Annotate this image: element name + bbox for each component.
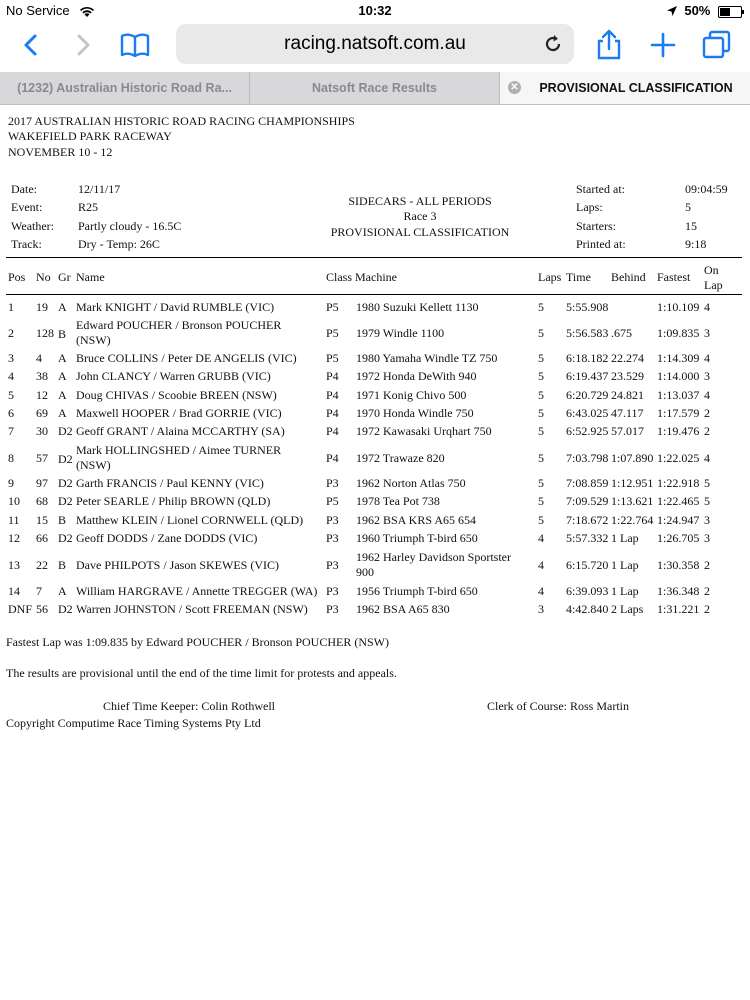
cell-no: 68	[36, 494, 48, 508]
cell-machine: 1962 BSA KRS A65 654	[356, 513, 477, 527]
back-button[interactable]	[14, 28, 48, 62]
cell-behind: 1 Lap	[611, 584, 639, 598]
cell-fastest: 1:36.348	[657, 584, 700, 598]
cell-behind: 1:22.764	[611, 513, 654, 527]
cell-cls: P4	[326, 369, 339, 383]
cell-no: 97	[36, 476, 48, 490]
cell-behind: 1:13.621	[611, 494, 654, 508]
cell-time: 6:39.093	[566, 584, 609, 598]
forward-button[interactable]	[66, 28, 100, 62]
cell-time: 7:03.798	[566, 451, 609, 465]
cell-on: 4	[704, 451, 710, 465]
cell-no: 22	[36, 558, 48, 572]
cell-on: 2	[704, 584, 710, 598]
address-bar[interactable]	[176, 24, 574, 64]
cell-name: John CLANCY / Warren GRUBB (VIC)	[76, 369, 271, 383]
battery-status	[667, 3, 742, 18]
cell-pos: 3	[8, 351, 14, 365]
championship-title: 2017 AUSTRALIAN HISTORIC ROAD RACING CHAMPIONSHIPS	[8, 114, 355, 128]
cell-fastest: 1:24.947	[657, 513, 700, 527]
carrier-label: No Service	[6, 3, 70, 18]
cell-machine: 1962 BSA A65 830	[356, 602, 450, 616]
cell-fastest: 1:09.835	[657, 326, 700, 340]
tab-label: PROVISIONAL CLASSIFICATION	[539, 81, 733, 95]
printed-label: Printed at:	[576, 237, 626, 251]
track-label: Track:	[11, 237, 42, 251]
col-gr: Gr	[58, 270, 71, 284]
cell-cls: P3	[326, 602, 339, 616]
reload-icon[interactable]	[542, 33, 564, 55]
printed-value: 9:18	[685, 237, 707, 251]
cell-fastest: 1:30.358	[657, 558, 700, 572]
started-label: Started at:	[576, 182, 625, 196]
race-category: SIDECARS - ALL PERIODS	[348, 194, 492, 208]
cell-no: 30	[36, 424, 48, 438]
cell-machine-cont: 900	[356, 565, 374, 579]
cell-laps: 5	[538, 388, 544, 402]
cell-cls: P5	[326, 300, 339, 314]
cell-on: 3	[704, 326, 710, 340]
cell-pos: 4	[8, 369, 14, 383]
cell-pos: 11	[8, 513, 20, 527]
cell-no: 69	[36, 406, 48, 420]
cell-name: Dave PHILPOTS / Jason SKEWES (VIC)	[76, 558, 279, 572]
laps-value: 5	[685, 200, 691, 214]
cell-machine: 1971 Konig Chivo 500	[356, 388, 467, 402]
cell-time: 6:18.182	[566, 351, 609, 365]
date-label: Date:	[11, 182, 37, 196]
cell-gr: A	[58, 351, 67, 365]
cell-time: 7:08.859	[566, 476, 609, 490]
divider	[6, 257, 742, 258]
cell-time: 7:09.529	[566, 494, 609, 508]
cell-machine: 1970 Honda Windle 750	[356, 406, 474, 420]
cell-cls: P4	[326, 406, 339, 420]
col-behind: Behind	[611, 270, 646, 284]
cell-fastest: 1:10.109	[657, 300, 700, 314]
cell-laps: 5	[538, 351, 544, 365]
date-value: 12/11/17	[78, 182, 121, 196]
browser-toolbar	[0, 22, 750, 70]
clock: 10:32	[358, 3, 392, 18]
cell-laps: 5	[538, 369, 544, 383]
cell-behind: 47.117	[611, 406, 644, 420]
cell-laps: 5	[538, 300, 544, 314]
cell-name: Peter SEARLE / Philip BROWN (QLD)	[76, 494, 271, 508]
share-icon[interactable]	[592, 28, 626, 62]
cell-pos: 7	[8, 424, 14, 438]
cell-name: Garth FRANCIS / Paul KENNY (VIC)	[76, 476, 264, 490]
cell-pos: 8	[8, 451, 14, 465]
cell-machine: 1972 Honda DeWith 940	[356, 369, 477, 383]
cell-behind: 1:07.890	[611, 451, 654, 465]
cell-on: 2	[704, 406, 710, 420]
classification-title: PROVISIONAL CLASSIFICATION	[330, 225, 510, 239]
col-fastest: Fastest	[657, 270, 691, 284]
cell-name: Doug CHIVAS / Scoobie BREEN (NSW)	[76, 388, 277, 402]
col-on: On	[704, 263, 719, 277]
col-laps: Laps	[538, 270, 562, 284]
cell-time: 4:42.840	[566, 602, 609, 616]
close-tab-icon[interactable]: ✕	[508, 81, 521, 94]
venue: WAKEFIELD PARK RACEWAY	[8, 129, 172, 143]
cell-fastest: 1:31.221	[657, 602, 700, 616]
url-text: racing.natsoft.com.au	[284, 33, 466, 54]
results-page	[0, 105, 750, 1000]
cell-name: Bruce COLLINS / Peter DE ANGELIS (VIC)	[76, 351, 297, 365]
cell-time: 7:18.672	[566, 513, 609, 527]
cell-laps: 4	[538, 584, 544, 598]
new-tab-icon[interactable]	[646, 28, 680, 62]
cell-laps: 5	[538, 476, 544, 490]
fastest-lap-note: Fastest Lap was 1:09.835 by Edward POUCHER / Bronson POUCHER (NSW)	[6, 635, 389, 649]
cell-machine: 1978 Tea Pot 738	[356, 494, 440, 508]
cell-behind: 23.529	[611, 369, 644, 383]
chief-time-keeper: Chief Time Keeper: Colin Rothwell	[103, 699, 275, 713]
cell-name: Warren JOHNSTON / Scott FREEMAN (NSW)	[76, 602, 308, 616]
started-value: 09:04:59	[685, 182, 728, 196]
cell-gr: A	[58, 584, 67, 598]
tabs-overview-icon[interactable]	[700, 28, 734, 62]
cell-behind: 22.274	[611, 351, 644, 365]
cell-fastest: 1:13.037	[657, 388, 700, 402]
starters-value: 15	[685, 219, 697, 233]
status-bar	[0, 0, 750, 22]
cell-machine: 1960 Triumph T-bird 650	[356, 531, 478, 545]
cell-machine: 1972 Trawaze 820	[356, 451, 445, 465]
track-value: Dry - Temp: 26C	[78, 237, 160, 251]
cell-pos: DNF	[8, 602, 33, 616]
cell-laps: 5	[538, 326, 544, 340]
tab-bar	[0, 72, 750, 105]
cell-machine: 1979 Windle 1100	[356, 326, 445, 340]
cell-cls: P4	[326, 424, 339, 438]
cell-cls: P5	[326, 351, 339, 365]
col-no: No	[36, 270, 51, 284]
cell-gr: D2	[58, 424, 73, 438]
provisional-note: The results are provisional until the end of the time limit for protests and appeals.	[6, 666, 397, 680]
cell-behind: 2 Laps	[611, 602, 644, 616]
cell-fastest: 1:19.476	[657, 424, 700, 438]
tab-label: Natsoft Race Results	[311, 81, 438, 95]
col-class-machine: Class Machine	[326, 270, 397, 284]
tab-label: (1232) Australian Historic Road Ra...	[17, 81, 232, 95]
cell-time: 5:56.583	[566, 326, 609, 340]
cell-cls: P5	[326, 494, 339, 508]
cell-behind: 57.017	[611, 424, 644, 438]
cell-no: 4	[36, 351, 42, 365]
cell-machine: 1962 Harley Davidson Sportster	[356, 550, 511, 564]
cell-name: Mark HOLLINGSHED / Aimee TURNER	[76, 443, 282, 457]
cell-pos: 13	[8, 558, 20, 572]
cell-gr: A	[58, 406, 67, 420]
cell-no: 15	[36, 513, 48, 527]
cell-name: Geoff GRANT / Alaina MCCARTHY (SA)	[76, 424, 285, 438]
cell-time: 6:52.925	[566, 424, 609, 438]
laps-label: Laps:	[576, 200, 603, 214]
cell-laps: 4	[538, 531, 544, 545]
cell-laps: 3	[538, 602, 544, 616]
cell-behind: 24.821	[611, 388, 644, 402]
cell-fastest: 1:22.918	[657, 476, 700, 490]
cell-on: 4	[704, 300, 710, 314]
cell-name: Maxwell HOOPER / Brad GORRIE (VIC)	[76, 406, 282, 420]
cell-no: 38	[36, 369, 48, 383]
cell-behind: 1:12.951	[611, 476, 654, 490]
cell-on: 3	[704, 531, 710, 545]
cell-pos: 14	[8, 584, 20, 598]
cell-pos: 6	[8, 406, 14, 420]
cell-fastest: 1:14.309	[657, 351, 700, 365]
cell-behind: .675	[611, 326, 632, 340]
cell-time: 5:55.908	[566, 300, 609, 314]
cell-laps: 4	[538, 558, 544, 572]
cell-time: 6:19.437	[566, 369, 609, 383]
cell-laps: 5	[538, 424, 544, 438]
location-icon	[667, 6, 677, 17]
cell-gr: D2	[58, 531, 73, 545]
starters-label: Starters:	[576, 219, 616, 233]
cell-on: 2	[704, 602, 710, 616]
cell-on: 5	[704, 476, 710, 490]
cell-laps: 5	[538, 451, 544, 465]
bookmarks-icon[interactable]	[118, 28, 152, 62]
col-time: Time	[566, 270, 591, 284]
cell-no: 7	[36, 584, 42, 598]
cell-cls: P3	[326, 558, 339, 572]
cell-gr: B	[58, 513, 67, 527]
cell-fastest: 1:22.465	[657, 494, 700, 508]
event-dates: NOVEMBER 10 - 12	[8, 145, 113, 159]
cell-cls: P3	[326, 476, 339, 490]
col-name: Name	[76, 270, 105, 284]
race-number: Race 3	[403, 209, 437, 223]
cell-no: 57	[36, 451, 48, 465]
cell-cls: P5	[326, 326, 339, 340]
cell-fastest: 1:26.705	[657, 531, 700, 545]
cell-pos: 2	[8, 326, 14, 340]
cell-time: 6:20.729	[566, 388, 609, 402]
cell-cls: P3	[326, 584, 339, 598]
col-pos: Pos	[8, 270, 26, 284]
clerk-of-course: Clerk of Course: Ross Martin	[487, 699, 629, 713]
cell-pos: 9	[8, 476, 14, 490]
cell-machine: 1962 Norton Atlas 750	[356, 476, 466, 490]
cell-machine: 1980 Yamaha Windle TZ 750	[356, 351, 498, 365]
cell-on: 2	[704, 558, 710, 572]
weather-label: Weather:	[11, 219, 55, 233]
cell-pos: 5	[8, 388, 14, 402]
cell-on: 4	[704, 388, 710, 402]
cell-no: 12	[36, 388, 48, 402]
cell-gr: D2	[58, 602, 73, 616]
cell-gr: D2	[58, 476, 73, 490]
cell-laps: 5	[538, 406, 544, 420]
cell-cls: P4	[326, 388, 339, 402]
cell-cls: P3	[326, 531, 339, 545]
cell-gr: B	[58, 327, 67, 341]
cell-gr: A	[58, 388, 67, 402]
cell-no: 128	[36, 326, 54, 340]
cell-pos: 12	[8, 531, 20, 545]
cell-gr: B	[58, 558, 67, 572]
cell-name: Edward POUCHER / Bronson POUCHER	[76, 318, 282, 332]
cell-cls: P4	[326, 451, 339, 465]
cell-on: 3	[704, 369, 710, 383]
cell-on: 4	[704, 351, 710, 365]
cell-fastest: 1:14.000	[657, 369, 700, 383]
tab-provisional-classification[interactable]	[500, 72, 750, 104]
cell-name: William HARGRAVE / Annette TREGGER (WA)	[76, 584, 318, 598]
col-lap: Lap	[704, 278, 723, 292]
cell-pos: 1	[8, 300, 14, 314]
cell-fastest: 1:22.025	[657, 451, 700, 465]
cell-gr: A	[58, 300, 67, 314]
cell-gr: D2	[58, 494, 73, 508]
cell-time: 6:43.025	[566, 406, 609, 420]
event-label: Event:	[11, 200, 43, 214]
cell-pos: 10	[8, 494, 20, 508]
cell-machine: 1972 Kawasaki Urqhart 750	[356, 424, 492, 438]
divider	[6, 294, 742, 295]
cell-name-cont: (NSW)	[76, 458, 111, 472]
cell-time: 5:57.332	[566, 531, 609, 545]
cell-no: 19	[36, 300, 48, 314]
cell-gr: D2	[58, 452, 73, 466]
event-value: R25	[78, 200, 99, 214]
cell-on: 2	[704, 424, 710, 438]
tab-australian-historic[interactable]	[0, 72, 250, 104]
cell-gr: A	[58, 369, 67, 383]
cell-no: 66	[36, 531, 48, 545]
weather-value: Partly cloudy - 16.5C	[78, 219, 182, 233]
battery-icon	[718, 6, 742, 18]
cell-machine: 1956 Triumph T-bird 650	[356, 584, 478, 598]
cell-on: 3	[704, 513, 710, 527]
cell-name: Geoff DODDS / Zane DODDS (VIC)	[76, 531, 258, 545]
cell-no: 56	[36, 602, 48, 616]
cell-laps: 5	[538, 494, 544, 508]
cell-fastest: 1:17.579	[657, 406, 700, 420]
cell-name: Mark KNIGHT / David RUMBLE (VIC)	[76, 300, 275, 314]
cell-name-cont: (NSW)	[76, 333, 111, 347]
cell-name: Matthew KLEIN / Lionel CORNWELL (QLD)	[76, 513, 304, 527]
cell-behind: 1 Lap	[611, 531, 639, 545]
cell-laps: 5	[538, 513, 544, 527]
tab-natsoft-results[interactable]	[250, 72, 500, 104]
cell-on: 5	[704, 494, 710, 508]
copyright: Copyright Computime Race Timing Systems Pty Ltd	[6, 716, 261, 730]
cell-time: 6:15.720	[566, 558, 609, 572]
cell-machine: 1980 Suzuki Kellett 1130	[356, 300, 479, 314]
cell-behind: 1 Lap	[611, 558, 639, 572]
battery-percent: 50%	[684, 3, 711, 18]
cell-cls: P3	[326, 513, 339, 527]
